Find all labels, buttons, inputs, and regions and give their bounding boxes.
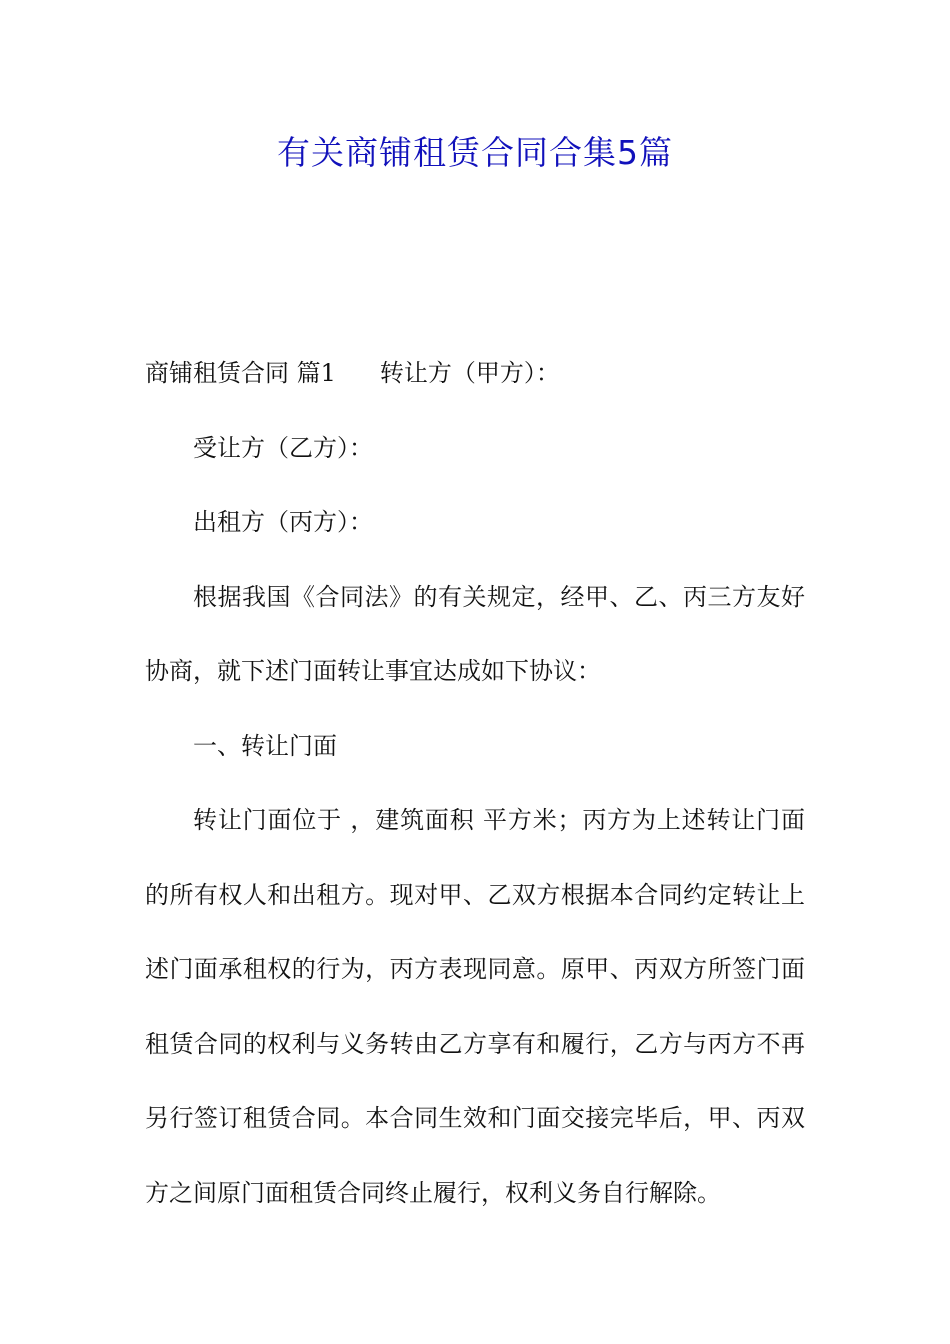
clause-heading: 一、转让门面: [193, 731, 337, 760]
party-b-line: 受让方（乙方）：: [193, 433, 373, 462]
preamble-paragraph: 根据我国《合同法》的有关规定，经甲、乙、丙三方友好协商，就下述门面转让事宜达成如下协议：: [145, 582, 805, 685]
document-body: [145, 336, 805, 1230]
party-a-line: 转让方（甲方）：: [379, 359, 560, 387]
section-label: 商铺租赁合同 篇1: [145, 359, 336, 387]
section-heading-line: [145, 336, 805, 411]
document-title: 有关商铺租赁合同合集5篇: [277, 133, 673, 172]
party-c-line: 出租方（丙方）：: [193, 508, 373, 536]
clause-paragraph: 转让门面位于 ，建筑面积 平方米；丙方为上述转让门面的所有权人和出租方。现对甲、乙双方根据本合同约定转让上述门面承租权的行为，丙方表现同意。原甲、丙双方所签门面租赁合同的权利与义务转由乙方享有和履行，乙方与丙方不再另行签订租赁合同。本合同生效和门面交接完毕后，甲、丙双方之间原门面租赁合同终止履行，权利义务自行解除。: [145, 806, 805, 1207]
